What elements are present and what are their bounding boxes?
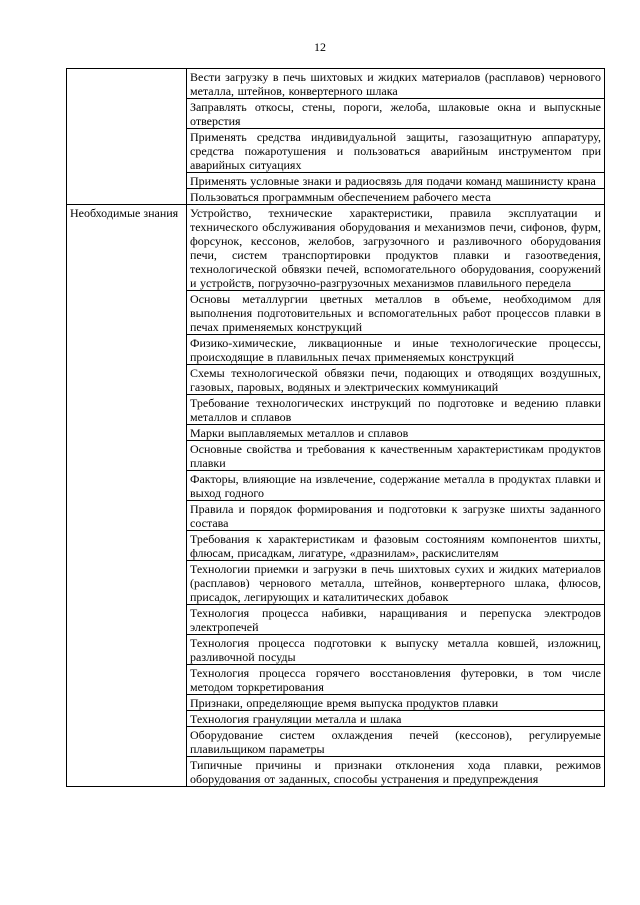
knowledge-item: Факторы, влияющие на извлечение, содержание металла в продуктах плавки и выход годного bbox=[187, 471, 605, 501]
knowledge-item: Технология процесса горячего восстановления футеровки, в том числе методом торкретирования bbox=[187, 665, 605, 695]
knowledge-item: Основы металлургии цветных металлов в объеме, необходимом для выполнения подготовительных и вспомогательных работ процессов плавки в печах применяемых конструкций bbox=[187, 291, 605, 335]
knowledge-item: Марки выплавляемых металлов и сплавов bbox=[187, 425, 605, 441]
knowledge-item: Типичные причины и признаки отклонения хода плавки, режимов оборудования от заданных, способы устранения и предупреждения bbox=[187, 757, 605, 787]
skill-item: Заправлять откосы, стены, пороги, желоба, шлаковые окна и выпускные отверстия bbox=[187, 99, 605, 129]
knowledge-item: Оборудование систем охлаждения печей (кессонов), регулируемые плавильщиком параметры bbox=[187, 727, 605, 757]
knowledge-item: Схемы технологической обвязки печи, подающих и отводящих воздушных, газовых, паровых, водяных и электрических коммуникаций bbox=[187, 365, 605, 395]
knowledge-item: Технология процесса набивки, наращивания и перепуска электродов электропечей bbox=[187, 605, 605, 635]
skill-item: Применять средства индивидуальной защиты, газозащитную аппаратуру, средства пожаротушения и пользоваться аварийным инструментом при аварийных ситуациях bbox=[187, 129, 605, 173]
table-row bbox=[67, 69, 605, 99]
skill-item: Пользоваться программным обеспечением рабочего места bbox=[187, 189, 605, 205]
knowledge-item: Признаки, определяющие время выпуска продуктов плавки bbox=[187, 695, 605, 711]
knowledge-item: Правила и порядок формирования и подготовки к загрузке шихты заданного состава bbox=[187, 501, 605, 531]
knowledge-item: Требования к характеристикам и фазовым состояниям компонентов шихты, флюсам, присадкам, лигатуре, «дразнилам», раскислителям bbox=[187, 531, 605, 561]
skill-item: Применять условные знаки и радиосвязь для подачи команд машинисту крана bbox=[187, 173, 605, 189]
requirements-table bbox=[66, 68, 605, 787]
page-number: 12 bbox=[314, 40, 326, 54]
knowledge-item: Физико-химические, ликвационные и иные технологические процессы, происходящие в плавильных печах применяемых конструкций bbox=[187, 335, 605, 365]
knowledge-item: Технология процесса подготовки к выпуску металла ковшей, изложниц, разливочной посуды bbox=[187, 635, 605, 665]
knowledge-item: Основные свойства и требования к качественным характеристикам продуктов плавки bbox=[187, 441, 605, 471]
knowledge-item: Требование технологических инструкций по подготовке и ведению плавки металлов и сплавов bbox=[187, 395, 605, 425]
table-row bbox=[67, 205, 605, 291]
knowledge-label: Необходимые знания bbox=[67, 205, 187, 787]
skill-item: Вести загрузку в печь шихтовых и жидких материалов (расплавов) чернового металла, штейнов, конвертерного шлака bbox=[187, 69, 605, 99]
knowledge-item: Устройство, технические характеристики, правила эксплуатации и технического обслуживания оборудования и механизмов печи, сифонов, фурм, форсунок, кессонов, желобов, загрузочного и разливочного оборудования печи, систем транспортировки продуктов плавки и газоотведения, технологической обвязки печей, вспомогательного оборудования, сооружений и устройств, погрузочно-разгрузочных механизмов плавильного передела bbox=[187, 205, 605, 291]
skills-label-cell bbox=[67, 69, 187, 205]
knowledge-item: Технология грануляции металла и шлака bbox=[187, 711, 605, 727]
knowledge-item: Технологии приемки и загрузки в печь шихтовых сухих и жидких материалов (расплавов) чернового металла, штейнов, конвертерного шлака, флюсов, присадок, легирующих и каталитических добавок bbox=[187, 561, 605, 605]
